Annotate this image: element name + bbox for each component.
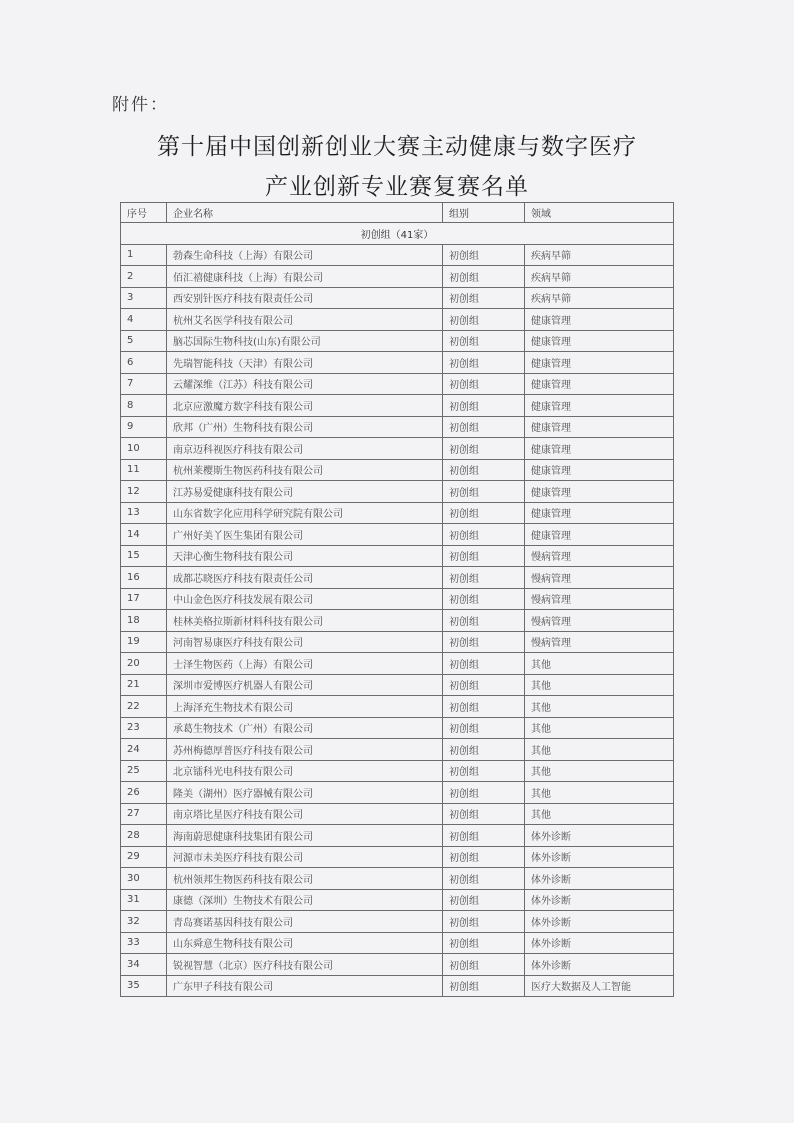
company-name-cell: 先瑞智能科技（天津）有限公司 [167, 352, 443, 374]
column-header-field: 领域 [525, 203, 674, 223]
table-row [121, 395, 674, 417]
group-cell: 初创组 [443, 739, 525, 761]
field-cell: 慢病管理 [525, 567, 674, 589]
company-name-cell: 杭州领邦生物医药科技有限公司 [167, 868, 443, 890]
group-cell: 初创组 [443, 438, 525, 460]
field-cell: 健康管理 [525, 416, 674, 438]
field-cell: 健康管理 [525, 309, 674, 331]
row-index-cell: 27 [121, 803, 167, 825]
row-index-cell: 28 [121, 825, 167, 847]
table-row [121, 330, 674, 352]
field-cell: 医疗大数据及人工智能 [525, 975, 674, 997]
row-index-cell: 13 [121, 502, 167, 524]
table-row [121, 373, 674, 395]
company-name-cell: 杭州艾名医学科技有限公司 [167, 309, 443, 331]
table-row [121, 889, 674, 911]
table-row [121, 975, 674, 997]
table-row [121, 782, 674, 804]
row-index-cell: 22 [121, 696, 167, 718]
table-row [121, 825, 674, 847]
row-index-cell: 6 [121, 352, 167, 374]
field-cell: 其他 [525, 674, 674, 696]
group-cell: 初创组 [443, 330, 525, 352]
table-row [121, 610, 674, 632]
group-cell: 初创组 [443, 653, 525, 675]
row-index-cell: 23 [121, 717, 167, 739]
field-cell: 健康管理 [525, 352, 674, 374]
field-cell: 体外诊断 [525, 954, 674, 976]
company-name-cell: 西安别针医疗科技有限责任公司 [167, 287, 443, 309]
row-index-cell: 20 [121, 653, 167, 675]
field-cell: 慢病管理 [525, 610, 674, 632]
row-index-cell: 4 [121, 309, 167, 331]
row-index-cell: 8 [121, 395, 167, 417]
table-row [121, 266, 674, 288]
company-name-cell: 南京迈科视医疗科技有限公司 [167, 438, 443, 460]
group-cell: 初创组 [443, 825, 525, 847]
table-row [121, 502, 674, 524]
company-name-cell: 山东舜意生物科技有限公司 [167, 932, 443, 954]
company-name-cell: 桂林美格拉斯新材料科技有限公司 [167, 610, 443, 632]
field-cell: 疾病早筛 [525, 287, 674, 309]
table-row [121, 954, 674, 976]
row-index-cell: 35 [121, 975, 167, 997]
company-name-cell: 承葛生物技术（广州）有限公司 [167, 717, 443, 739]
group-cell: 初创组 [443, 674, 525, 696]
field-cell: 其他 [525, 739, 674, 761]
company-name-cell: 山东省数字化应用科学研究院有限公司 [167, 502, 443, 524]
field-cell: 其他 [525, 717, 674, 739]
field-cell: 疾病早筛 [525, 266, 674, 288]
row-index-cell: 10 [121, 438, 167, 460]
table-header-row [121, 203, 674, 223]
row-index-cell: 31 [121, 889, 167, 911]
table-row [121, 588, 674, 610]
field-cell: 体外诊断 [525, 889, 674, 911]
table-row [121, 309, 674, 331]
company-name-cell: 佰汇禧健康科技（上海）有限公司 [167, 266, 443, 288]
company-name-cell: 欣邦（广州）生物科技有限公司 [167, 416, 443, 438]
finalist-table [120, 202, 674, 997]
row-index-cell: 14 [121, 524, 167, 546]
field-cell: 慢病管理 [525, 545, 674, 567]
row-index-cell: 3 [121, 287, 167, 309]
company-name-cell: 中山金色医疗科技发展有限公司 [167, 588, 443, 610]
table-row [121, 567, 674, 589]
field-cell: 慢病管理 [525, 631, 674, 653]
row-index-cell: 18 [121, 610, 167, 632]
table-row [121, 244, 674, 266]
group-cell: 初创组 [443, 416, 525, 438]
company-name-cell: 海南蔚思健康科技集团有限公司 [167, 825, 443, 847]
company-name-cell: 广州好美丫医生集团有限公司 [167, 524, 443, 546]
table-row [121, 438, 674, 460]
row-index-cell: 21 [121, 674, 167, 696]
field-cell: 其他 [525, 653, 674, 675]
group-cell: 初创组 [443, 266, 525, 288]
field-cell: 其他 [525, 696, 674, 718]
field-cell: 体外诊断 [525, 911, 674, 933]
group-cell: 初创组 [443, 696, 525, 718]
group-cell: 初创组 [443, 567, 525, 589]
company-name-cell: 杭州莱樱斯生物医药科技有限公司 [167, 459, 443, 481]
row-index-cell: 34 [121, 954, 167, 976]
group-cell: 初创组 [443, 911, 525, 933]
company-name-cell: 河源市未美医疗科技有限公司 [167, 846, 443, 868]
row-index-cell: 15 [121, 545, 167, 567]
row-index-cell: 24 [121, 739, 167, 761]
table-row [121, 287, 674, 309]
field-cell: 疾病早筛 [525, 244, 674, 266]
group-cell: 初创组 [443, 631, 525, 653]
field-cell: 体外诊断 [525, 868, 674, 890]
group-cell: 初创组 [443, 524, 525, 546]
row-index-cell: 7 [121, 373, 167, 395]
field-cell: 健康管理 [525, 502, 674, 524]
row-index-cell: 25 [121, 760, 167, 782]
row-index-cell: 19 [121, 631, 167, 653]
table-row [121, 545, 674, 567]
row-index-cell: 16 [121, 567, 167, 589]
company-name-cell: 广东甲子科技有限公司 [167, 975, 443, 997]
company-name-cell: 成都芯晓医疗科技有限责任公司 [167, 567, 443, 589]
field-cell: 其他 [525, 803, 674, 825]
group-cell: 初创组 [443, 309, 525, 331]
table-row [121, 696, 674, 718]
group-cell: 初创组 [443, 610, 525, 632]
company-name-cell: 云耀深维（江苏）科技有限公司 [167, 373, 443, 395]
field-cell: 其他 [525, 760, 674, 782]
field-cell: 健康管理 [525, 438, 674, 460]
company-name-cell: 士泽生物医药（上海）有限公司 [167, 653, 443, 675]
group-cell: 初创组 [443, 975, 525, 997]
attachment-label: 附件： [112, 95, 169, 115]
group-cell: 初创组 [443, 868, 525, 890]
group-cell: 初创组 [443, 287, 525, 309]
group-cell: 初创组 [443, 717, 525, 739]
company-name-cell: 康德（深圳）生物技术有限公司 [167, 889, 443, 911]
row-index-cell: 12 [121, 481, 167, 503]
table-row [121, 846, 674, 868]
group-cell: 初创组 [443, 545, 525, 567]
company-name-cell: 隆美（湖州）医疗器械有限公司 [167, 782, 443, 804]
group-cell: 初创组 [443, 459, 525, 481]
table-row [121, 481, 674, 503]
field-cell: 体外诊断 [525, 846, 674, 868]
company-name-cell: 江苏易爱健康科技有限公司 [167, 481, 443, 503]
table-row [121, 352, 674, 374]
group-row [121, 223, 674, 245]
row-index-cell: 11 [121, 459, 167, 481]
company-name-cell: 苏州梅德厚普医疗科技有限公司 [167, 739, 443, 761]
company-name-cell: 上海泽充生物技术有限公司 [167, 696, 443, 718]
row-index-cell: 30 [121, 868, 167, 890]
table-row [121, 932, 674, 954]
field-cell: 健康管理 [525, 395, 674, 417]
table-row [121, 803, 674, 825]
document-title-line-1: 第十届中国创新创业大赛主动健康与数字医疗 [157, 134, 637, 160]
row-index-cell: 1 [121, 244, 167, 266]
field-cell: 健康管理 [525, 330, 674, 352]
row-index-cell: 32 [121, 911, 167, 933]
company-name-cell: 河南智易康医疗科技有限公司 [167, 631, 443, 653]
company-name-cell: 深圳市爱博医疗机器人有限公司 [167, 674, 443, 696]
company-name-cell: 勃森生命科技（上海）有限公司 [167, 244, 443, 266]
table-row [121, 717, 674, 739]
group-cell: 初创组 [443, 481, 525, 503]
column-header-index: 序号 [121, 203, 167, 223]
field-cell: 健康管理 [525, 459, 674, 481]
table-row [121, 868, 674, 890]
group-cell: 初创组 [443, 502, 525, 524]
company-name-cell: 北京应激魔方数字科技有限公司 [167, 395, 443, 417]
company-name-cell: 脑芯国际生物科技(山东)有限公司 [167, 330, 443, 352]
group-cell: 初创组 [443, 846, 525, 868]
company-name-cell: 天津心衡生物科技有限公司 [167, 545, 443, 567]
table-row [121, 631, 674, 653]
table-row [121, 739, 674, 761]
company-name-cell: 南京塔比星医疗科技有限公司 [167, 803, 443, 825]
field-cell: 健康管理 [525, 373, 674, 395]
table-row [121, 459, 674, 481]
table-row [121, 674, 674, 696]
column-header-company: 企业名称 [167, 203, 443, 223]
group-cell: 初创组 [443, 889, 525, 911]
company-name-cell: 锐视智慧（北京）医疗科技有限公司 [167, 954, 443, 976]
table-row [121, 416, 674, 438]
group-row-label: 初创组（41家） [121, 223, 674, 245]
row-index-cell: 33 [121, 932, 167, 954]
table-row [121, 911, 674, 933]
company-name-cell: 青岛赛诺基因科技有限公司 [167, 911, 443, 933]
column-header-group: 组别 [443, 203, 525, 223]
field-cell: 健康管理 [525, 524, 674, 546]
field-cell: 健康管理 [525, 481, 674, 503]
field-cell: 慢病管理 [525, 588, 674, 610]
group-cell: 初创组 [443, 373, 525, 395]
row-index-cell: 26 [121, 782, 167, 804]
row-index-cell: 29 [121, 846, 167, 868]
group-cell: 初创组 [443, 782, 525, 804]
table-row [121, 760, 674, 782]
field-cell: 体外诊断 [525, 932, 674, 954]
group-cell: 初创组 [443, 244, 525, 266]
group-cell: 初创组 [443, 352, 525, 374]
row-index-cell: 5 [121, 330, 167, 352]
company-name-cell: 北京镭科光电科技有限公司 [167, 760, 443, 782]
row-index-cell: 17 [121, 588, 167, 610]
row-index-cell: 9 [121, 416, 167, 438]
field-cell: 体外诊断 [525, 825, 674, 847]
row-index-cell: 2 [121, 266, 167, 288]
table-row [121, 524, 674, 546]
field-cell: 其他 [525, 782, 674, 804]
table-row [121, 653, 674, 675]
group-cell: 初创组 [443, 395, 525, 417]
document-title-line-2: 产业创新专业赛复赛名单 [265, 174, 529, 200]
group-cell: 初创组 [443, 588, 525, 610]
group-cell: 初创组 [443, 954, 525, 976]
group-cell: 初创组 [443, 932, 525, 954]
group-cell: 初创组 [443, 760, 525, 782]
group-cell: 初创组 [443, 803, 525, 825]
